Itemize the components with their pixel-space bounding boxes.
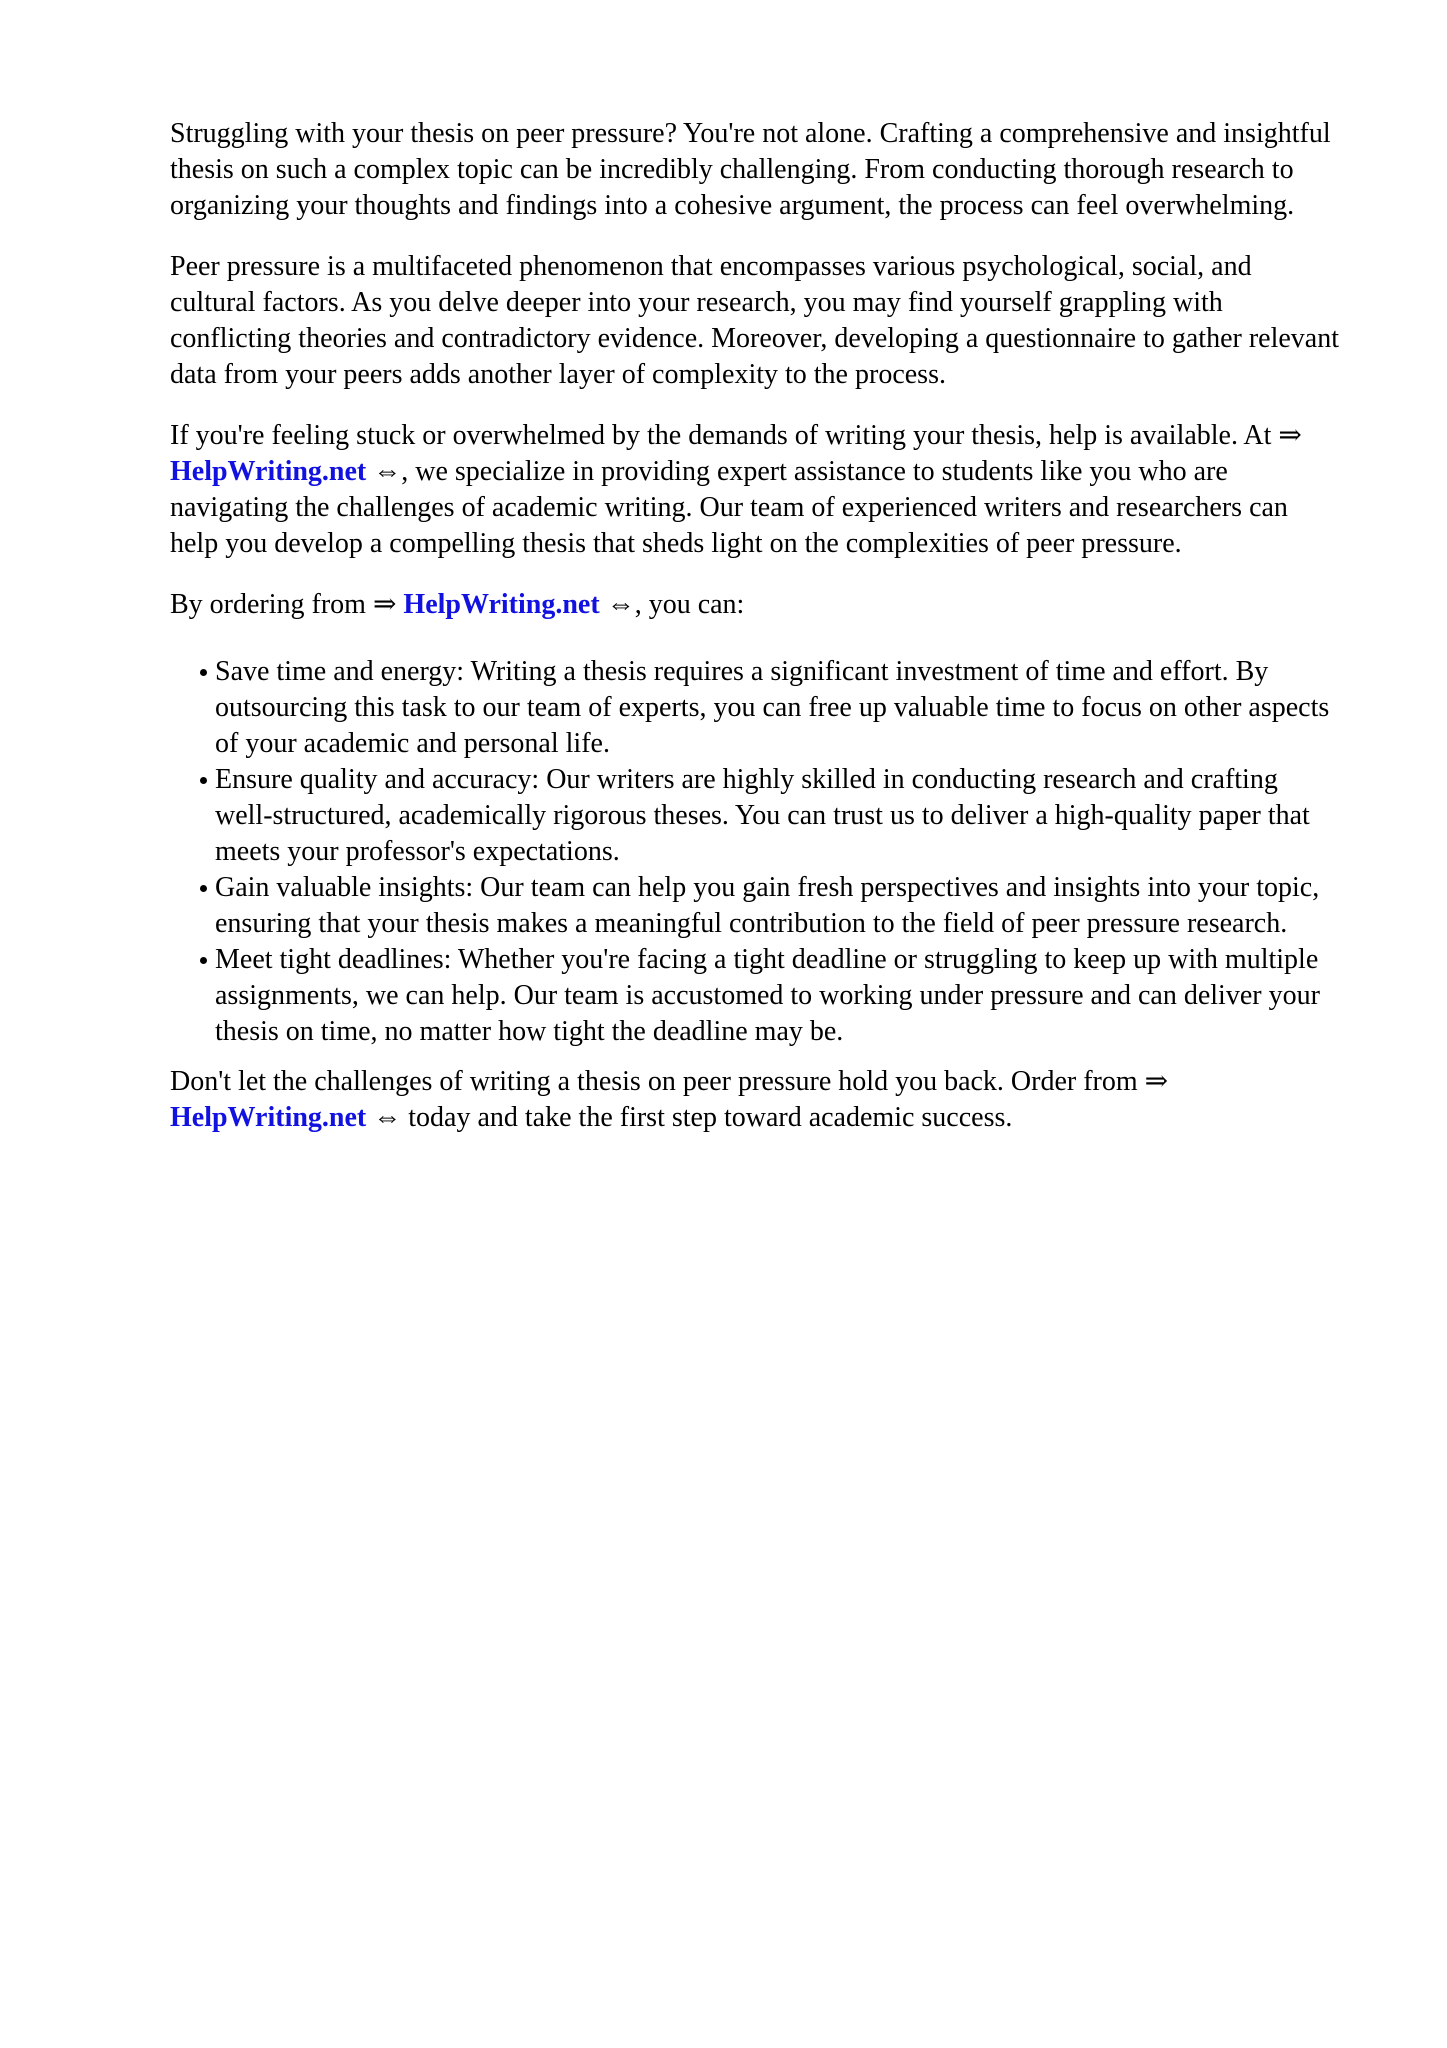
benefit-item-deadlines xyxy=(170,942,1339,1050)
intro-paragraph-text: Struggling with your thesis on peer pressure? You're not alone. Crafting a comprehensive and insightful thesis on such a complex topic can be incredibly challenging. From conducting thorough research to organizing your thoughts and findings into a cohesive argument, the process can feel overwhelming. xyxy=(170,118,1331,221)
bullet-icon xyxy=(200,777,207,784)
benefit-item-save-time xyxy=(170,654,1339,762)
intro-paragraph xyxy=(170,116,1339,224)
benefit-item-quality xyxy=(170,762,1339,870)
benefit-item-text: Meet tight deadlines: Whether you're facing a tight deadline or struggling to keep up with multiple assignments, we can help. Our team is accustomed to working under pressure and can deliver your thesis on time, no matter how tight the deadline may be. xyxy=(215,944,1320,1047)
help-offer-paragraph xyxy=(170,418,1339,562)
bullet-icon xyxy=(200,957,207,964)
help-offer-text-after: ⇔, we specialize in providing expert assistance to students like you who are navigating the challenges of academic writing. Our team of experienced writers and researchers can help you develop a compelling thesis that sheds light on the complexities of peer pressure. xyxy=(170,456,1288,559)
benefit-item-insights xyxy=(170,870,1339,942)
bullet-icon xyxy=(200,885,207,892)
helpwriting-link[interactable]: HelpWriting.net xyxy=(170,456,367,487)
ordering-paragraph xyxy=(170,587,1339,623)
complexity-paragraph xyxy=(170,249,1339,393)
complexity-paragraph-text: Peer pressure is a multifaceted phenomenon that encompasses various psychological, social, and cultural factors. As you delve deeper into your research, you may find yourself grappling with conflicting theories and contradictory evidence. Moreover, developing a questionnaire to gather relevant data from your peers adds another layer of complexity to the process. xyxy=(170,251,1339,390)
benefit-item-text: Ensure quality and accuracy: Our writers are highly skilled in conducting research and crafting well-structured, academically rigorous theses. You can trust us to deliver a high-quality paper that meets your professor's expectations. xyxy=(215,764,1310,867)
ordering-text-before: By ordering from ⇒ xyxy=(170,589,404,620)
benefit-item-text: Gain valuable insights: Our team can help you gain fresh perspectives and insights into your topic, ensuring that your thesis makes a meaningful contribution to the field of peer pressure research. xyxy=(215,872,1320,939)
ordering-text-after: ⇔, you can: xyxy=(599,589,745,620)
helpwriting-link[interactable]: HelpWriting.net xyxy=(403,589,600,620)
closing-text-after: ⇔ today and take the first step toward academic success. xyxy=(366,1102,1013,1133)
helpwriting-link[interactable]: HelpWriting.net xyxy=(170,1102,367,1133)
help-offer-text-before: If you're feeling stuck or overwhelmed by the demands of writing your thesis, help is available. At ⇒ xyxy=(170,420,1302,451)
bullet-icon xyxy=(200,669,207,676)
benefit-item-text: Save time and energy: Writing a thesis requires a significant investment of time and effort. By outsourcing this task to our team of experts, you can free up valuable time to focus on other aspects of your academic and personal life. xyxy=(215,656,1330,759)
benefits-list xyxy=(170,654,1339,1050)
closing-text-before: Don't let the challenges of writing a thesis on peer pressure hold you back. Order from ⇒ xyxy=(170,1066,1169,1097)
closing-paragraph xyxy=(170,1064,1339,1136)
